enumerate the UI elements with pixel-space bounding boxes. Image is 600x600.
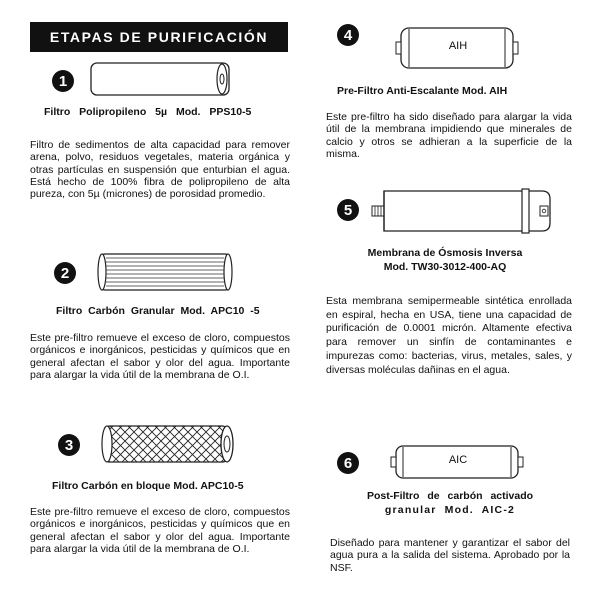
granular-carbon-filter-icon: [94, 251, 239, 293]
stage-1-number-badge: 1: [52, 70, 74, 92]
stage-4-filter-label: AIH: [448, 40, 468, 52]
stage-3-number-badge: 3: [58, 434, 80, 456]
stage-6-number-badge: 6: [337, 452, 359, 474]
carbon-block-filter-icon: [98, 423, 238, 465]
stage-2-number-badge: 2: [54, 262, 76, 284]
stage-4-title: Pre-Filtro Anti-Escalante Mod. AIH: [337, 85, 508, 97]
stage-6-title-line-2: granular Mod. AIC-2: [384, 504, 516, 516]
stage-3-description: Este pre-filtro remueve el exceso de cloro, compuestos orgánicos e inorgánicos, pesticidas y químicos que en general afectan el sabor y olor del agua. Importante para alargar la vida útil de la membrana de O.I.: [30, 506, 290, 555]
stage-5-number-badge: 5: [337, 199, 359, 221]
stage-3-title: Filtro Carbón en bloque Mod. APC10-5: [52, 480, 244, 492]
reverse-osmosis-membrane-icon: [370, 187, 560, 235]
stage-2-description: Este pre-filtro remueve el exceso de cloro, compuestos orgánicos e inorgánicos, pesticidas y químicos que en general afectan el sabor y olor del agua. Importante para alargar la vida útil de la membrana de O.I.: [30, 332, 290, 381]
stage-4-number-badge: 4: [337, 24, 359, 46]
stage-6-title-line-1: Post-Filtro de carbón activado: [366, 490, 534, 502]
polypropylene-filter-icon: [90, 60, 235, 98]
stage-1-description: Filtro de sedimentos de alta capacidad para remover arena, polvo, residuos vegetales, materia orgánica y otras partículas en suspensión que enturbian el agua. Está hecho de 100% fibra de polipropileno de alta pureza, con 5µ (micrones) de porosidad promedio.: [30, 139, 290, 201]
stage-5-description: Esta membrana semipermeable sintética enrollada en espiral, hecha en USA, tiene una capacidad de purificación de 0.0001 micrón. Altamente efectiva para remover un sinfín de contaminantes e impurezas como: bacterias, virus, metales, sales, y diversas moléculas dañinas en el agua.: [326, 295, 572, 376]
stage-5-title-line-1: Membrana de Ósmosis Inversa: [367, 247, 523, 259]
stage-6-description: Diseñado para mantener y garantizar el sabor del agua pura a la salida del sistema. Aprobado por la NSF.: [330, 537, 570, 574]
stage-1-title: Filtro Polipropileno 5µ Mod. PPS10-5: [44, 106, 252, 118]
stage-2-title: Filtro Carbón Granular Mod. APC10 -5: [56, 305, 260, 317]
stage-4-description: Este pre-filtro ha sido diseñado para alargar la vida útil de la membrana impidiendo que minerales de calcio y otros se adhieran a la superficie de la misma.: [326, 111, 572, 160]
section-header: ETAPAS DE PURIFICACIÓN: [30, 22, 288, 52]
stage-5-title-line-2: Mod. TW30-3012-400-AQ: [383, 261, 507, 273]
stage-6-filter-label: AIC: [448, 454, 468, 466]
